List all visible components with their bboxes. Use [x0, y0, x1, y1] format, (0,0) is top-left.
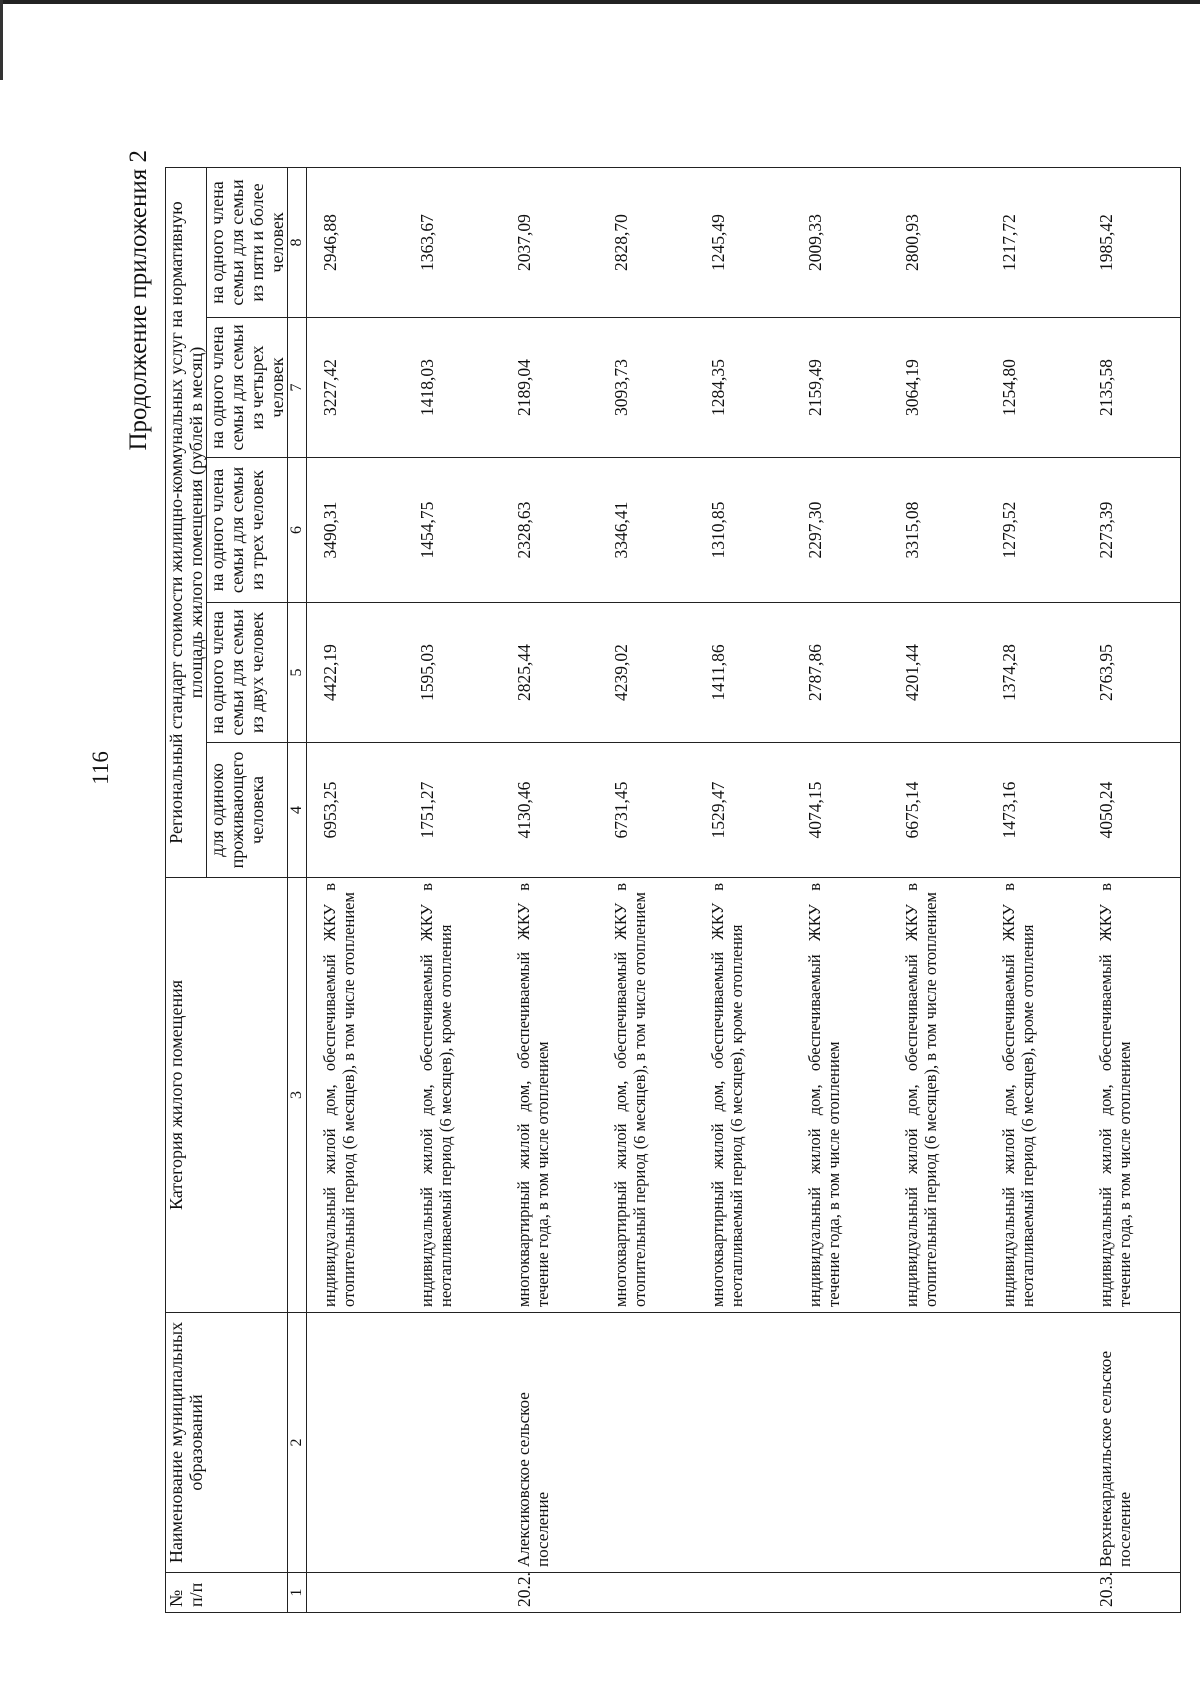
row-number: 20.3.: [1083, 1573, 1181, 1613]
value-family-2: 4422,19: [307, 603, 405, 743]
table-row: [501, 168, 598, 1613]
column-number: 3: [288, 878, 307, 1313]
header-col6: на одного члена семьи для семьи из трех человек: [207, 458, 288, 603]
row-number: [598, 1573, 695, 1613]
value-family-4: 2159,49: [792, 318, 889, 458]
dwelling-category: индивидуальный жилой дом, обеспечиваемый ЖКУ в отопительный период (6 месяцев), в том числе отоплением: [889, 878, 986, 1313]
value-family-2: 2787,86: [792, 603, 889, 743]
row-number: [307, 1573, 405, 1613]
column-number: 1: [288, 1573, 307, 1613]
value-family-5plus: 2828,70: [598, 168, 695, 318]
table-row: [986, 168, 1083, 1613]
municipality-name: [307, 1313, 405, 1573]
municipality-name: [598, 1313, 695, 1573]
municipality-name: Верхнекардаильское сельское поселение: [1083, 1313, 1181, 1573]
row-number: [404, 1573, 501, 1613]
value-family-2: 2825,44: [501, 603, 598, 743]
value-family-2: 4201,44: [889, 603, 986, 743]
value-family-2: 1595,03: [404, 603, 501, 743]
value-family-2: 1374,28: [986, 603, 1083, 743]
value-single: 1529,47: [695, 743, 792, 878]
value-family-4: 2189,04: [501, 318, 598, 458]
table-row: [695, 168, 792, 1613]
dwelling-category: многоквартирный жилой дом, обеспечиваемый ЖКУ в течение года, в том числе отоплением: [501, 878, 598, 1313]
header-category: Категория жилого помещения: [166, 878, 288, 1313]
municipality-name: [695, 1313, 792, 1573]
value-family-4: 1418,03: [404, 318, 501, 458]
value-family-5plus: 2800,93: [889, 168, 986, 318]
value-family-5plus: 1217,72: [986, 168, 1083, 318]
value-family-3: 3315,08: [889, 458, 986, 603]
value-family-3: 3346,41: [598, 458, 695, 603]
value-family-5plus: 1985,42: [1083, 168, 1181, 318]
column-number: 6: [288, 458, 307, 603]
table-row: [1083, 168, 1181, 1613]
row-number: 20.2.: [501, 1573, 598, 1613]
standards-table: [165, 167, 1181, 1613]
appendix-title: Продолжение приложения 2: [125, 150, 152, 451]
value-family-3: 2273,39: [1083, 458, 1181, 603]
value-single: 4050,24: [1083, 743, 1181, 878]
value-family-5plus: 2009,33: [792, 168, 889, 318]
column-number: 2: [288, 1313, 307, 1573]
row-number: [695, 1573, 792, 1613]
header-municipality: Наименование муниципальных образований: [166, 1313, 288, 1573]
header-col5: на одного члена семьи для семьи из двух человек: [207, 603, 288, 743]
dwelling-category: индивидуальный жилой дом, обеспечиваемый ЖКУ в течение года, в том числе отоплением: [792, 878, 889, 1313]
value-family-3: 2328,63: [501, 458, 598, 603]
table-row: [307, 168, 405, 1613]
value-family-4: 2135,58: [1083, 318, 1181, 458]
header-standard-group: Региональный стандарт стоимости жилищно-коммунальных услуг на нормативную площадь жилого помещения (рублей в месяц): [166, 168, 207, 878]
row-number: [889, 1573, 986, 1613]
table-row: [598, 168, 695, 1613]
value-family-5plus: 1245,49: [695, 168, 792, 318]
value-family-2: 4239,02: [598, 603, 695, 743]
column-number: 5: [288, 603, 307, 743]
row-number: [792, 1573, 889, 1613]
dwelling-category: многоквартирный жилой дом, обеспечиваемый ЖКУ в отопительный период (6 месяцев), в том числе отоплением: [598, 878, 695, 1313]
table-row: [889, 168, 986, 1613]
value-family-5plus: 1363,67: [404, 168, 501, 318]
value-family-3: 1454,75: [404, 458, 501, 603]
value-family-4: 1284,35: [695, 318, 792, 458]
value-family-3: 1279,52: [986, 458, 1083, 603]
page-number: 116: [88, 751, 113, 785]
value-family-4: 3227,42: [307, 318, 405, 458]
municipality-name: [889, 1313, 986, 1573]
municipality-name: [792, 1313, 889, 1573]
column-number: 8: [288, 168, 307, 318]
value-family-3: 2297,30: [792, 458, 889, 603]
value-family-2: 1411,86: [695, 603, 792, 743]
column-number: 4: [288, 743, 307, 878]
value-single: 1751,27: [404, 743, 501, 878]
value-family-4: 1254,80: [986, 318, 1083, 458]
dwelling-category: многоквартирный жилой дом, обеспечиваемый ЖКУ в неотапливаемый период (6 месяцев), кроме отопления: [695, 878, 792, 1313]
value-family-3: 3490,31: [307, 458, 405, 603]
row-number: [986, 1573, 1083, 1613]
dwelling-category: индивидуальный жилой дом, обеспечиваемый ЖКУ в неотапливаемый период (6 месяцев), кроме отопления: [986, 878, 1083, 1313]
value-single: 6675,14: [889, 743, 986, 878]
value-single: 4130,46: [501, 743, 598, 878]
value-family-5plus: 2946,88: [307, 168, 405, 318]
header-no: № п/п: [166, 1573, 288, 1613]
value-family-4: 3064,19: [889, 318, 986, 458]
column-number: 7: [288, 318, 307, 458]
value-single: 6953,25: [307, 743, 405, 878]
value-single: 6731,45: [598, 743, 695, 878]
value-family-2: 2763,95: [1083, 603, 1181, 743]
dwelling-category: индивидуальный жилой дом, обеспечиваемый ЖКУ в неотапливаемый период (6 месяцев), кроме отопления: [404, 878, 501, 1313]
dwelling-category: индивидуальный жилой дом, обеспечиваемый ЖКУ в отопительный период (6 месяцев), в том числе отоплением: [307, 878, 405, 1313]
header-col4: для одиноко проживающего человека: [207, 743, 288, 878]
value-single: 1473,16: [986, 743, 1083, 878]
header-col7: на одного члена семьи для семьи из четырех человек: [207, 318, 288, 458]
dwelling-category: индивидуальный жилой дом, обеспечиваемый ЖКУ в течение года, в том числе отоплением: [1083, 878, 1181, 1313]
value-family-3: 1310,85: [695, 458, 792, 603]
header-col8: на одного члена семьи для семьи из пяти и более человек: [207, 168, 288, 318]
value-family-5plus: 2037,09: [501, 168, 598, 318]
value-single: 4074,15: [792, 743, 889, 878]
municipality-name: [404, 1313, 501, 1573]
municipality-name: Алексиковское сельское поселение: [501, 1313, 598, 1573]
municipality-name: [986, 1313, 1083, 1573]
value-family-4: 3093,73: [598, 318, 695, 458]
table-row: [792, 168, 889, 1613]
table-row: [404, 168, 501, 1613]
